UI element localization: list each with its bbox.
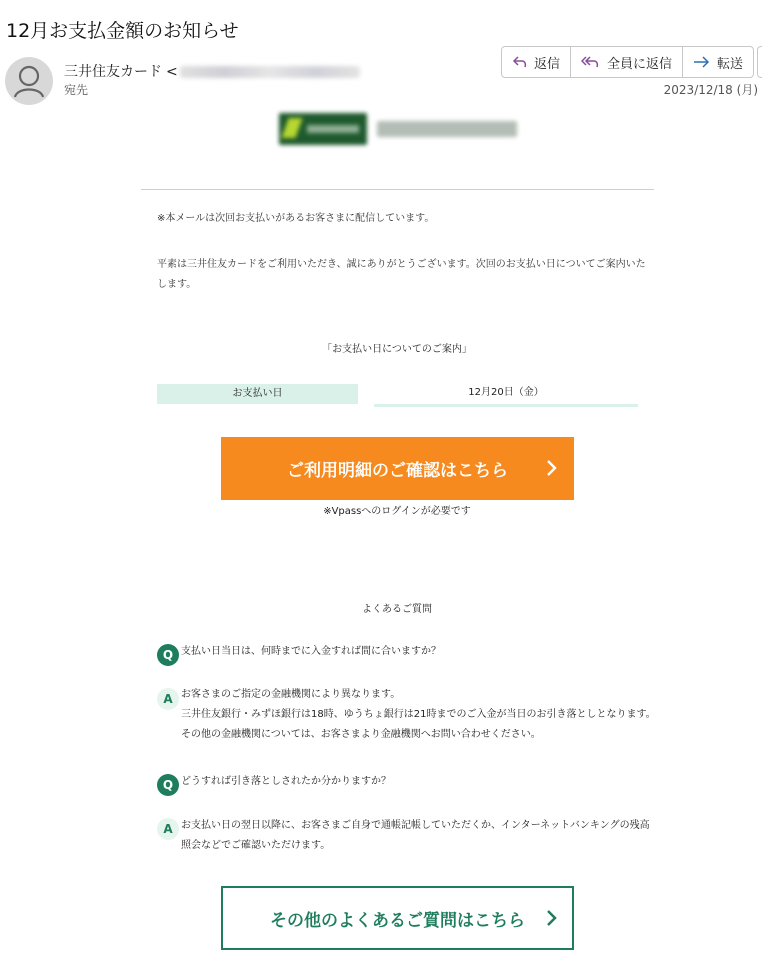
sender-avatar[interactable] bbox=[5, 57, 53, 105]
faq-question-2: どうすれば引き落としされたか分かりますか？ bbox=[181, 776, 391, 787]
payment-guide-title: 「お支払い日についてのご案内」 bbox=[322, 344, 472, 355]
faq-question-1: 支払い日当日は、何時までに入金すれば間に合いますか？ bbox=[181, 646, 441, 657]
email-date: 2023/12/18 (月) bbox=[663, 83, 758, 97]
sender-email-redacted bbox=[180, 66, 360, 78]
faq-title: よくあるご質問 bbox=[362, 604, 432, 615]
reply-all-button[interactable] bbox=[571, 47, 683, 77]
chevron-right-icon bbox=[546, 909, 558, 927]
statement-check-button[interactable] bbox=[221, 437, 574, 500]
chevron-right-icon bbox=[546, 459, 558, 477]
sender-name: 三井住友カード bbox=[64, 64, 162, 80]
question-icon: Q bbox=[157, 774, 179, 796]
reply-icon bbox=[512, 55, 528, 69]
answer-icon: A bbox=[157, 688, 179, 710]
statement-check-label: ご利用明細のご確認はこちら bbox=[287, 461, 508, 481]
faq-answer-1-line-1: お客さまのご指定の金融機関により異なります。 bbox=[181, 689, 401, 700]
brand-logo bbox=[279, 112, 519, 146]
reply-all-icon bbox=[581, 55, 601, 69]
recipient-label: 宛先 bbox=[64, 83, 89, 97]
reply-all-label: 全員に返信 bbox=[607, 56, 673, 72]
email-subject: 12月お支払金額のお知らせ bbox=[6, 20, 239, 42]
sender-line[interactable] bbox=[64, 61, 360, 81]
payment-date-value: 12月20日（金） bbox=[374, 384, 638, 407]
forward-icon bbox=[693, 55, 711, 69]
more-actions-button[interactable] bbox=[757, 46, 762, 78]
payment-date-label: お支払い日 bbox=[157, 384, 358, 404]
more-faq-button[interactable] bbox=[221, 886, 574, 950]
vpass-login-note: ※Vpassへのログインが必要です bbox=[323, 506, 471, 517]
reply-label: 返信 bbox=[534, 56, 561, 72]
person-icon bbox=[5, 57, 53, 105]
faq-answer-1-line-2: 三井住友銀行・みずほ銀行は18時、ゆうちょ銀行は21時までのご入金が当日のお引き落としとなります。 bbox=[181, 709, 656, 720]
sender-bracket: < bbox=[166, 64, 178, 80]
forward-button[interactable] bbox=[683, 47, 753, 77]
faq-answer-2-line-1: お支払い日の翌日以降に、お客さまご自身で通帳記帳していただくか、インターネットバンキングの残高 bbox=[181, 820, 650, 831]
delivery-notice: ※本メールは次回お支払いがあるお客さまに配信しています。 bbox=[157, 213, 435, 224]
question-icon: Q bbox=[157, 644, 179, 666]
message-actions bbox=[501, 46, 754, 78]
forward-label: 転送 bbox=[717, 56, 744, 72]
answer-icon: A bbox=[157, 818, 179, 840]
header-divider bbox=[141, 189, 654, 190]
reply-button[interactable] bbox=[502, 47, 571, 77]
more-faq-label: その他のよくあるご質問はこちら bbox=[270, 910, 525, 931]
faq-answer-2-line-2: 照会などでご確認いただけます。 bbox=[181, 840, 331, 851]
greeting-text: 平素は三井住友カードをご利用いただき、誠にありがとうございます。次回のお支払い日についてご案内いたします。 bbox=[157, 259, 646, 290]
faq-answer-1-line-3: その他の金融機関については、お客さまより金融機関へお問い合わせください。 bbox=[181, 729, 541, 740]
